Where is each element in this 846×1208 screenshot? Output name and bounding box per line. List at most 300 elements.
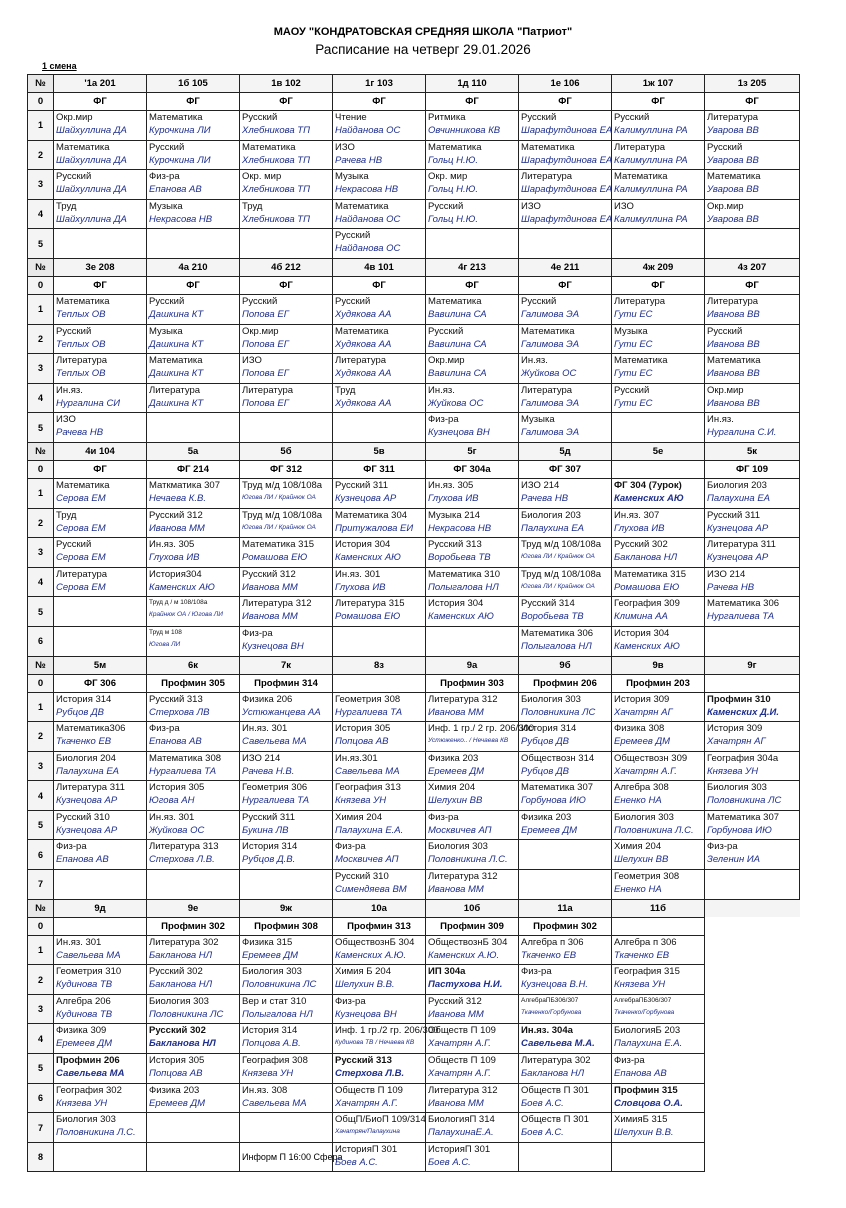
subject: История304 xyxy=(149,568,202,580)
teacher: Попцова АВ xyxy=(149,1068,203,1080)
class-name: 6к xyxy=(147,656,240,674)
subject: Математика xyxy=(149,112,203,123)
teacher: Бакланова НЛ xyxy=(149,979,213,991)
zero-lesson xyxy=(333,674,426,692)
zero-lesson: ФГ xyxy=(519,93,612,111)
lesson-cell xyxy=(240,1113,333,1143)
subject: Физ-ра xyxy=(56,841,87,853)
lesson-row xyxy=(28,1113,800,1143)
lesson-cell xyxy=(240,1054,333,1084)
teacher: Шарафутдинова ЕА xyxy=(521,213,613,225)
teacher: Еремеев ДМ xyxy=(56,1038,113,1050)
teacher: Гути ЕС xyxy=(614,338,653,350)
subject: Биология 203 xyxy=(521,509,581,521)
lesson-cell xyxy=(147,199,240,229)
lesson-row-zero xyxy=(28,460,800,478)
teacher: Курочкина ЛИ xyxy=(149,154,211,166)
class-name: 9в xyxy=(612,656,705,674)
lesson-cell xyxy=(333,1054,426,1084)
lesson-cell xyxy=(519,597,612,627)
lesson-cell xyxy=(612,840,705,870)
lesson-cell xyxy=(240,692,333,722)
subject: Русский 312 xyxy=(428,995,482,1007)
lesson-cell xyxy=(54,692,147,722)
teacher: Бакланова НЛ xyxy=(149,949,213,961)
lesson-cell xyxy=(333,810,426,840)
teacher: Шелухин ВВ xyxy=(428,795,483,807)
lesson-cell xyxy=(147,870,240,900)
zero-lesson xyxy=(612,917,705,935)
empty-cell xyxy=(705,994,800,1024)
subject: Ин.яз. 308 xyxy=(242,1084,288,1096)
lesson-cell xyxy=(240,383,333,413)
lesson-cell xyxy=(612,994,705,1024)
lesson-cell xyxy=(54,626,147,656)
zero-lesson: ФГ 307 xyxy=(519,460,612,478)
subject: Алгебра 308 xyxy=(614,782,669,794)
subject: Окр.мир xyxy=(707,384,744,396)
lesson-row xyxy=(28,1083,800,1113)
teacher: Иванова ММ xyxy=(428,1008,484,1020)
lesson-cell xyxy=(519,199,612,229)
lesson-cell xyxy=(147,781,240,811)
subject: ИЗО 214 xyxy=(521,479,560,491)
lesson-row xyxy=(28,870,800,900)
lesson-cell xyxy=(612,722,705,752)
lesson-cell xyxy=(240,597,333,627)
subject: Алгебра п 306 xyxy=(521,936,584,948)
lesson-cell xyxy=(333,692,426,722)
subject: Окр.мир xyxy=(428,355,465,367)
teacher: Боев А.С. xyxy=(521,1127,564,1139)
subject: История 309 xyxy=(707,723,763,735)
subject: Обществ П 301 xyxy=(521,1114,589,1126)
lesson-cell xyxy=(147,722,240,752)
teacher: Кузнецова АР xyxy=(335,492,397,504)
lesson-cell xyxy=(612,324,705,354)
lesson-row-zero xyxy=(28,93,800,111)
number-header: № xyxy=(28,442,54,460)
teacher: Иванова ММ xyxy=(428,884,484,896)
lesson-cell xyxy=(54,597,147,627)
subject: Русский 310 xyxy=(335,871,389,883)
lesson-cell xyxy=(240,140,333,170)
subject: Труд м 108 xyxy=(149,628,182,636)
subject: Литература xyxy=(56,355,108,367)
teacher: Кузнецова В.Н. xyxy=(521,979,589,991)
lesson-cell xyxy=(333,597,426,627)
subject: Ин.яз. 301 xyxy=(335,568,381,580)
footer-cell xyxy=(240,1142,343,1172)
teacher: Кудинова ТВ xyxy=(56,1008,113,1020)
class-name: 1ж 107 xyxy=(612,75,705,93)
teacher: Москвичев АП xyxy=(428,824,492,836)
teacher: Савельева МА xyxy=(335,765,400,777)
zero-lesson: ФГ xyxy=(147,276,240,294)
subject: Литература xyxy=(614,141,666,153)
subject: Русский xyxy=(521,295,557,307)
lesson-cell xyxy=(333,567,426,597)
lesson-cell xyxy=(333,170,426,200)
subject: Ин.яз. xyxy=(707,414,734,426)
subject: История 314 xyxy=(242,841,298,853)
subject: Чтение xyxy=(335,112,367,123)
lesson-number: 3 xyxy=(28,354,54,384)
subject: Музыка xyxy=(149,325,183,337)
zero-lesson: ФГ xyxy=(240,276,333,294)
lesson-cell xyxy=(705,170,800,200)
subject: Геометрия 308 xyxy=(614,871,680,883)
teacher: Глухова ИВ xyxy=(428,492,479,504)
teacher: Калимуллина РА xyxy=(614,125,688,136)
teacher: Югова АН xyxy=(149,795,195,807)
teacher: Савельева МА xyxy=(242,1097,307,1109)
subject: БиологияП 314 xyxy=(428,1114,495,1126)
subject: Ин.яз. xyxy=(56,384,83,396)
teacher: Серова ЕМ xyxy=(56,492,106,504)
lesson-cell xyxy=(612,538,705,568)
teacher: Рачева НВ xyxy=(56,427,104,439)
lesson-cell xyxy=(54,751,147,781)
lesson-cell xyxy=(333,965,426,995)
lesson-cell xyxy=(240,324,333,354)
lesson-cell xyxy=(705,111,800,141)
lesson-cell xyxy=(519,935,612,965)
teacher: Ткаченко ЕВ xyxy=(56,736,112,748)
lesson-cell xyxy=(333,870,426,900)
lesson-cell xyxy=(612,111,705,141)
teacher: Хачатрян АГ xyxy=(707,736,766,748)
teacher: Кудинова ТВ / Нечаева КВ xyxy=(335,1039,415,1047)
teacher: Шарафутдинова ЕА xyxy=(521,154,613,166)
subject: Физ-ра xyxy=(428,811,459,823)
lesson-cell xyxy=(240,413,333,443)
subject: Литература 312 xyxy=(428,871,498,883)
teacher: Уварова ВВ xyxy=(707,154,759,166)
teacher: Рачева Н.В. xyxy=(242,765,295,777)
lesson-row xyxy=(28,478,800,508)
empty-cell xyxy=(705,1113,800,1143)
lesson-cell xyxy=(612,935,705,965)
teacher: Некрасова НВ xyxy=(335,184,399,196)
teacher: Горбунова ИЮ xyxy=(707,824,772,836)
lesson-cell xyxy=(147,810,240,840)
subject: Химия 204 xyxy=(614,841,662,853)
teacher: Теплых ОВ xyxy=(56,368,106,380)
lesson-row xyxy=(28,781,800,811)
lesson-cell xyxy=(333,722,426,752)
subject: История 304 xyxy=(335,539,391,551)
teacher: Иванова ММ xyxy=(242,611,298,623)
teacher: Шелухин В.В. xyxy=(614,1127,674,1139)
lesson-cell xyxy=(519,1083,612,1113)
lesson-cell xyxy=(54,229,147,259)
lesson-cell xyxy=(240,567,333,597)
teacher: Дашкина КТ xyxy=(149,397,204,409)
subject: География 315 xyxy=(614,966,680,978)
subject: Ин.яз. 305 xyxy=(149,539,195,551)
lesson-cell xyxy=(612,1142,705,1172)
teacher: Каменских АЮ xyxy=(428,611,494,623)
lesson-row xyxy=(28,1054,800,1084)
lesson-cell xyxy=(426,324,519,354)
lesson-cell xyxy=(147,294,240,324)
teacher: Шарафутдинова ЕА xyxy=(521,125,613,136)
empty-cell xyxy=(705,1083,800,1113)
class-name: 4в 101 xyxy=(333,258,426,276)
lesson-cell xyxy=(705,810,800,840)
lesson-cell xyxy=(333,383,426,413)
teacher: Еремеев ДМ xyxy=(521,824,578,836)
lesson-cell xyxy=(612,692,705,722)
subject: История 314 xyxy=(521,723,577,735)
teacher: Рачева НВ xyxy=(335,154,383,166)
teacher: Палаухина ЕА xyxy=(56,765,119,777)
teacher: Каменских АЮ xyxy=(614,492,684,504)
teacher: Боев А.С. xyxy=(428,1156,471,1168)
lesson-cell xyxy=(54,508,147,538)
lesson-row xyxy=(28,597,800,627)
lesson-cell xyxy=(705,354,800,384)
teacher: Иванова ММ xyxy=(428,1097,484,1109)
lesson-cell xyxy=(147,840,240,870)
subject: Труд д / м 108/108а xyxy=(149,599,208,607)
teacher: Симендяева ВМ xyxy=(335,884,407,896)
subject: Ин.яз. 301 xyxy=(56,936,102,948)
teacher: Воробьева ТВ xyxy=(428,552,491,564)
teacher: Иванова ММ xyxy=(242,581,298,593)
lesson-number: 0 xyxy=(28,93,54,111)
lesson-cell xyxy=(519,722,612,752)
teacher: Савельева М.А. xyxy=(521,1038,595,1050)
subject: Музыка xyxy=(335,171,369,183)
teacher: Югова ЛИ / Крайнюк ОА xyxy=(521,553,595,561)
teacher: Глухова ИВ xyxy=(149,552,200,564)
subject: ИЗО 214 xyxy=(242,752,281,764)
lesson-cell xyxy=(519,508,612,538)
lesson-cell xyxy=(519,1054,612,1084)
number-header: № xyxy=(28,258,54,276)
teacher: Савельева МА xyxy=(242,736,307,748)
teacher: Кузнецова АР xyxy=(56,824,118,836)
lesson-number: 1 xyxy=(28,111,54,141)
lesson-cell xyxy=(54,810,147,840)
teacher: Рубцов ДВ xyxy=(56,706,104,718)
teacher: Серова ЕМ xyxy=(56,522,106,534)
subject: Русский xyxy=(707,141,743,153)
lesson-row xyxy=(28,111,800,141)
subject: Физ-ра xyxy=(335,995,366,1007)
lesson-cell xyxy=(612,751,705,781)
lesson-cell xyxy=(519,626,612,656)
teacher: Боев А.С. xyxy=(521,1097,564,1109)
number-header: № xyxy=(28,656,54,674)
subject: Ин.яз. 301 xyxy=(149,811,195,823)
subject: Математика xyxy=(149,355,203,367)
subject: Труд м/д 108/108а xyxy=(521,568,602,580)
teacher: Нургалина СИ xyxy=(56,397,121,409)
subject: Математика 307 xyxy=(707,811,780,823)
lesson-cell xyxy=(426,111,519,141)
lesson-cell xyxy=(333,478,426,508)
lesson-cell xyxy=(612,597,705,627)
teacher: Гольц Н.Ю. xyxy=(428,154,478,166)
subject: История 314 xyxy=(56,693,112,705)
zero-lesson: ФГ 109 xyxy=(705,460,800,478)
teacher: Каменских А.Ю. xyxy=(428,949,500,961)
lesson-row xyxy=(28,722,800,752)
lesson-number: 3 xyxy=(28,994,54,1024)
lesson-row xyxy=(28,229,800,259)
lesson-cell xyxy=(147,1024,240,1054)
lesson-row xyxy=(28,751,800,781)
lesson-row-zero xyxy=(28,276,800,294)
teacher: Пастухова Н.И. xyxy=(428,979,503,991)
subject: Алгебра 206 xyxy=(56,995,111,1007)
subject: Математика xyxy=(614,355,668,367)
lesson-cell xyxy=(705,626,800,656)
subject: Обществ П 109 xyxy=(428,1055,496,1067)
teacher: Савельева МА xyxy=(56,949,121,961)
lesson-cell xyxy=(54,354,147,384)
lesson-cell xyxy=(519,383,612,413)
lesson-cell xyxy=(612,508,705,538)
zero-lesson: ФГ xyxy=(333,93,426,111)
lesson-cell xyxy=(147,508,240,538)
teacher: Серова ЕМ xyxy=(56,552,106,564)
lesson-row xyxy=(28,935,800,965)
teacher: Попова ЕГ xyxy=(242,368,289,380)
lesson-number: 1 xyxy=(28,294,54,324)
subject: Труд xyxy=(335,384,356,396)
teacher: Шайхуллина ДА xyxy=(56,213,127,225)
subject: Геометрия 306 xyxy=(242,782,308,794)
subject: Обществозн 314 xyxy=(521,752,595,764)
lesson-cell xyxy=(147,538,240,568)
teacher: Епанова АВ xyxy=(56,854,109,866)
lesson-number: 0 xyxy=(28,460,54,478)
subject: Ин.яз. 301 xyxy=(242,723,288,735)
teacher: Хачатрян/Палаухина xyxy=(335,1128,400,1136)
subject: Ин.яз. 305 xyxy=(428,479,474,491)
class-name: 4а 210 xyxy=(147,258,240,276)
lesson-cell xyxy=(54,1054,147,1084)
subject: Музыка xyxy=(149,200,183,212)
subject: Математика 306 xyxy=(707,598,780,610)
subject: Математика xyxy=(521,141,575,153)
subject: Ин.яз.301 xyxy=(335,752,378,764)
lesson-cell xyxy=(705,840,800,870)
lesson-number: 0 xyxy=(28,276,54,294)
class-header-row xyxy=(28,258,800,276)
lesson-cell xyxy=(426,965,519,995)
zero-lesson xyxy=(612,460,705,478)
subject: Математика 306 xyxy=(521,627,594,639)
teacher: Рубцов ДВ xyxy=(521,736,569,748)
teacher: Ткаченко ЕВ xyxy=(521,949,577,961)
zero-lesson: Профмин 302 xyxy=(147,917,240,935)
lesson-cell xyxy=(612,170,705,200)
teacher: Стерхова ЛВ xyxy=(149,706,210,718)
empty-cell xyxy=(705,899,800,917)
lesson-cell xyxy=(612,626,705,656)
lesson-cell xyxy=(147,994,240,1024)
teacher: Горбунова ИЮ xyxy=(521,795,586,807)
class-name: 9ж xyxy=(240,899,333,917)
teacher: Князева УН xyxy=(56,1097,108,1109)
lesson-cell xyxy=(333,413,426,443)
zero-lesson: ФГ xyxy=(147,93,240,111)
teacher: Гути ЕС xyxy=(614,397,653,409)
lesson-cell xyxy=(519,1024,612,1054)
lesson-number: 4 xyxy=(28,567,54,597)
teacher: Нечаева К.В. xyxy=(149,492,206,504)
teacher: Иванова ВВ xyxy=(707,338,760,350)
teacher: Шелухин ВВ xyxy=(614,854,669,866)
lesson-cell xyxy=(426,199,519,229)
class-name: 4б 212 xyxy=(240,258,333,276)
teacher: Калимуллина РА xyxy=(614,213,688,225)
zero-lesson: Профмин 308 xyxy=(240,917,333,935)
lesson-cell xyxy=(426,383,519,413)
lesson-cell xyxy=(333,935,426,965)
lesson-cell xyxy=(240,840,333,870)
teacher: Вавилина СА xyxy=(428,308,487,320)
lesson-cell xyxy=(426,597,519,627)
lesson-cell xyxy=(147,140,240,170)
teacher: Ененко НА xyxy=(614,795,662,807)
lesson-cell xyxy=(333,199,426,229)
subject: Геометрия 308 xyxy=(335,693,401,705)
class-name: 10а xyxy=(333,899,426,917)
lesson-cell xyxy=(519,140,612,170)
subject: Литература xyxy=(614,295,666,307)
lesson-row xyxy=(28,324,800,354)
subject: Русский 313 xyxy=(149,693,203,705)
teacher: Хлебникова ТП xyxy=(242,154,310,166)
subject: Химия Б 204 xyxy=(335,966,391,978)
subject: Химия 204 xyxy=(335,811,383,823)
lesson-cell xyxy=(612,413,705,443)
class-name: 4е 211 xyxy=(519,258,612,276)
subject: Русский xyxy=(428,200,464,212)
class-name: 5к xyxy=(705,442,800,460)
lesson-cell xyxy=(240,994,333,1024)
subject: История 304 xyxy=(614,627,670,639)
zero-lesson: Профмин 305 xyxy=(147,674,240,692)
subject: История 305 xyxy=(149,1055,205,1067)
lesson-cell xyxy=(426,1113,519,1143)
teacher: Попова ЕГ xyxy=(242,308,289,320)
teacher: Ромашова ЕЮ xyxy=(614,581,680,593)
zero-lesson: Профмин 203 xyxy=(612,674,705,692)
teacher: Югова ЛИ / Крайнюк ОА xyxy=(242,523,316,531)
subject: Литература 311 xyxy=(707,539,776,551)
teacher: Еремеев ДМ xyxy=(242,949,299,961)
teacher: Каменских Д.И. xyxy=(707,706,779,718)
lesson-cell xyxy=(147,170,240,200)
subject: Инф. 1 гр./2 гр. 206/300 xyxy=(335,1025,439,1037)
subject: Математика xyxy=(428,295,482,307)
lesson-row xyxy=(28,170,800,200)
teacher: Ткаченко/Горбунова xyxy=(521,1008,582,1016)
lesson-cell xyxy=(147,1083,240,1113)
zero-lesson: ФГ xyxy=(519,276,612,294)
lesson-cell xyxy=(519,870,612,900)
teacher: Худякова АА xyxy=(335,368,392,380)
subject: Русский xyxy=(614,112,650,123)
teacher: Полыгалова НЛ xyxy=(242,1008,313,1020)
